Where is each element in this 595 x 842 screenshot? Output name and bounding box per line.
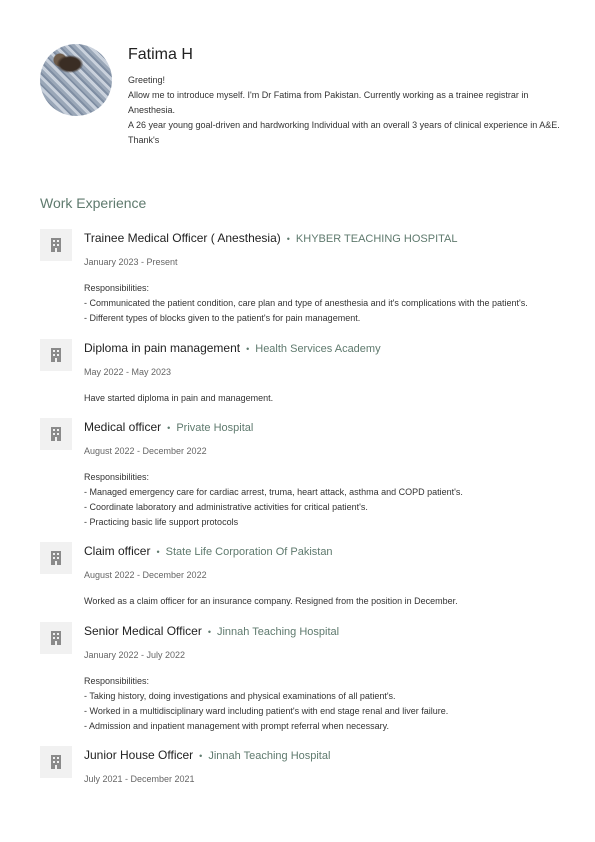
building-icon: [40, 339, 72, 371]
profile-name: Fatima H: [128, 46, 193, 63]
entry-role: Trainee Medical Officer ( Anesthesia): [84, 231, 281, 245]
entry-role: Diploma in pain management: [84, 341, 241, 355]
summary-line: Greeting!: [128, 75, 166, 85]
entry-title-line: [84, 231, 458, 245]
description-line: - Worked in a multidisciplinary ward including patient's with end stage renal and liver failure.: [84, 706, 449, 716]
description-line: Responsibilities:: [84, 283, 150, 293]
summary-line: Allow me to introduce myself. I'm Dr Fatima from Pakistan. Currently working as a trainee registrar in Anesthesia.: [128, 90, 529, 115]
description-line: - Communicated the patient condition, care plan and type of anesthesia and it's complications with the patient's.: [84, 298, 528, 308]
entry-dates: May 2022 - May 2023: [84, 367, 172, 377]
building-icon: [40, 542, 72, 574]
building-icon: [40, 622, 72, 654]
entry-role: Junior House Officer: [84, 748, 194, 762]
entry-title-line: [84, 544, 333, 558]
description-line: - Practicing basic life support protocols: [84, 517, 239, 527]
entry-description: [84, 281, 564, 326]
entry-title-line: [84, 420, 253, 434]
entry-role: Senior Medical Officer: [84, 624, 202, 638]
entry-organization: Health Services Academy: [255, 343, 381, 355]
section-title: Work Experience: [40, 195, 147, 211]
entry-organization: State Life Corporation Of Pakistan: [165, 546, 333, 558]
description-line: - Different types of blocks given to the patient's for pain management.: [84, 313, 361, 323]
building-icon: [40, 229, 72, 261]
entry-title-line: [84, 748, 330, 762]
entry-role: Claim officer: [84, 544, 151, 558]
profile-summary: [128, 73, 560, 148]
separator-dot: •: [199, 751, 203, 761]
description-line: Responsibilities:: [84, 472, 150, 482]
entry-title-line: [84, 624, 339, 638]
separator-dot: •: [207, 627, 211, 637]
description-line: - Coordinate laboratory and administrative activities for critical patient's.: [84, 502, 368, 512]
entry-dates: July 2021 - December 2021: [84, 774, 195, 784]
avatar: [40, 44, 112, 116]
entry-dates: January 2022 - July 2022: [84, 650, 186, 660]
entry-organization: KHYBER TEACHING HOSPITAL: [295, 233, 458, 245]
entry-dates: August 2022 - December 2022: [84, 570, 207, 580]
description-line: - Managed emergency care for cardiac arrest, truma, heart attack, asthma and COPD patient's.: [84, 487, 463, 497]
building-icon: [40, 418, 72, 450]
entry-dates: January 2023 - Present: [84, 257, 178, 267]
entry-organization: Private Hospital: [176, 422, 254, 434]
separator-dot: •: [286, 234, 290, 244]
entry-organization: Jinnah Teaching Hospital: [208, 750, 331, 762]
entry-dates: August 2022 - December 2022: [84, 446, 207, 456]
entry-description: [84, 594, 564, 609]
description-line: Have started diploma in pain and management.: [84, 393, 274, 403]
description-line: - Admission and inpatient management with prompt referral when necessary.: [84, 721, 389, 731]
entry-description: [84, 674, 564, 734]
entry-description: [84, 470, 564, 530]
entry-organization: Jinnah Teaching Hospital: [216, 626, 340, 638]
entry-title-line: [84, 341, 381, 355]
separator-dot: •: [246, 344, 250, 354]
entry-description: [84, 391, 564, 406]
description-line: Responsibilities:: [84, 676, 150, 686]
building-icon: [40, 746, 72, 778]
entry-role: Medical officer: [84, 420, 162, 434]
separator-dot: •: [167, 423, 171, 433]
description-line: - Taking history, doing investigations and physical examinations of all patient's.: [84, 691, 396, 701]
separator-dot: •: [156, 547, 160, 557]
summary-line: Thank's: [128, 135, 160, 145]
description-line: Worked as a claim officer for an insurance company. Resigned from the position in December.: [84, 596, 458, 606]
summary-line: A 26 year young goal-driven and hardworking Individual with an overall 3 years of clinical experience in A&E.: [128, 120, 560, 130]
